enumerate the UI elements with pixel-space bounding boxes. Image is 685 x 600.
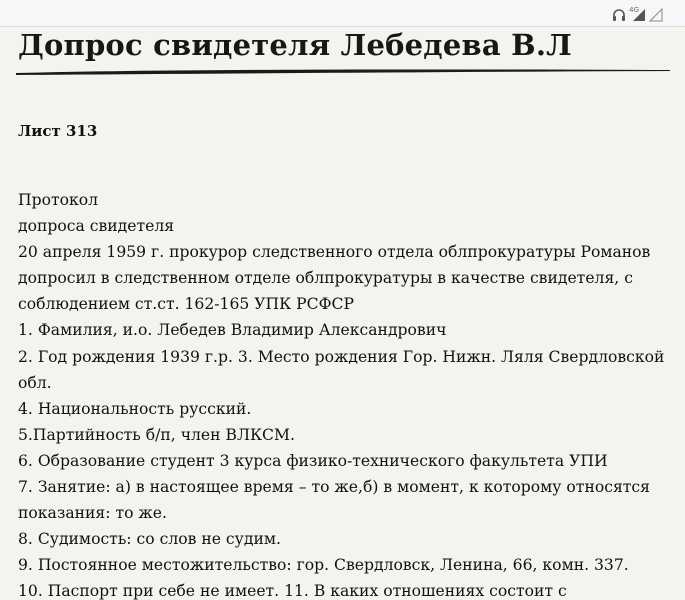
document-body [18,187,668,600]
document-line: 6. Образование студент 3 курса физико-технического факультета УПИ [18,451,608,470]
title-divider [16,66,670,78]
document-line: допросил в следственном отделе облпрокуратуры в качестве свидетеля, с [18,269,633,288]
signal-empty-icon [649,8,663,22]
document-line: 8. Судимость: со слов не судим. [18,530,281,549]
document-line: 2. Год рождения 1939 г.р. 3. Место рождения Гор. Нижн. Ляля Свердловской [18,347,665,366]
status-bar [0,0,685,27]
document-line: 4. Национальность русский. [18,399,252,418]
document-line: допроса свидетеля [18,217,175,236]
document-line: соблюдением ст.ст. 162-165 УПК РСФСР [18,295,354,314]
document-line: 5.Партийность б/п, член ВЛКСМ. [18,425,295,444]
status-icons [612,4,663,22]
page-title: Допрос свидетеля Лебедева В.Л [18,28,572,62]
headphones-icon [612,8,626,22]
document-line: 10. Паспорт при себе не имеет. 11. В каких отношениях состоит с [18,582,567,600]
document-line: обл. [18,373,52,392]
document-line: Протокол [18,191,99,209]
sheet-label: Лист 313 [18,122,98,140]
document-line: показания: то же. [18,504,167,523]
network-type-label: 4G [629,6,639,14]
document-line: 1. Фамилия, и.о. Лебедев Владимир Александрович [18,321,447,340]
document-line: 9. Постоянное местожительство: гор. Свердловск, Ленина, 66, комн. 337. [18,556,629,575]
document-line: 20 апреля 1959 г. прокурор следственного отдела облпрокуратуры Романов [18,243,651,262]
document-line: 7. Занятие: а) в настоящее время – то же,б) в момент, к которому относятся [18,478,650,497]
